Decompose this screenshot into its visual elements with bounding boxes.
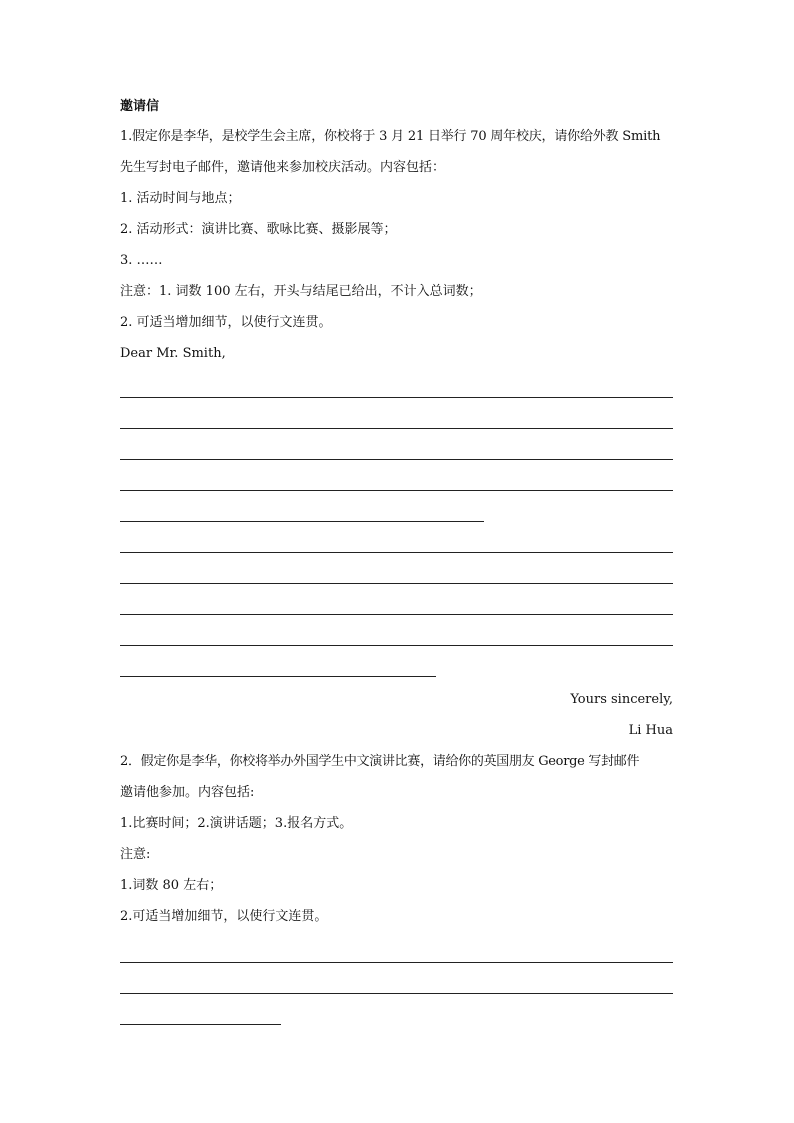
writing-line[interactable] <box>120 398 673 429</box>
writing-line[interactable] <box>120 584 673 615</box>
writing-line[interactable] <box>120 491 484 522</box>
task1-writing-area[interactable] <box>120 367 673 677</box>
task1-note-1: 注意：1. 词数 100 左右，开头与结尾已给出，不计入总词数； <box>120 284 482 299</box>
task1-point-2: 2. 活动形式：演讲比赛、歌咏比赛、摄影展等； <box>120 222 397 237</box>
task1-point-3: 3. …… <box>120 253 163 268</box>
worksheet <box>120 96 673 1025</box>
writing-line[interactable] <box>120 646 436 677</box>
task1-prompt-line1: 1.假定你是李华，是校学生会主席，你校将于 3 月 21 日举行 70 周年校庆，请你给外教 Smith <box>120 129 661 144</box>
task2-prompt-line1: 2．假定你是李华，你校将举办外国学生中文演讲比赛，请给你的英国朋友 George 写封邮件 <box>120 754 640 769</box>
writing-line[interactable] <box>120 522 673 553</box>
writing-line[interactable] <box>120 963 673 994</box>
signature: Li Hua <box>628 723 673 738</box>
task2-note-label: 注意: <box>120 847 151 862</box>
writing-line[interactable] <box>120 553 673 584</box>
task2-note-2: 2.可适当增加细节，以使行文连贯。 <box>120 909 328 924</box>
writing-line[interactable] <box>120 367 673 398</box>
heading: 邀请信 <box>120 99 160 114</box>
task2-prompt-line2: 邀请他参加。内容包括: <box>120 785 255 800</box>
writing-line[interactable] <box>120 994 281 1025</box>
writing-line[interactable] <box>120 615 673 646</box>
closing: Yours sincerely, <box>570 692 673 707</box>
task2-contents: 1.比赛时间；2.演讲话题；3.报名方式。 <box>120 816 353 831</box>
writing-line[interactable] <box>120 460 673 491</box>
task1-note-2: 2. 可适当增加细节，以使行文连贯。 <box>120 315 332 330</box>
salutation: Dear Mr. Smith, <box>120 346 226 361</box>
task2-writing-area[interactable] <box>120 932 673 1025</box>
task2-note-1: 1.词数 80 左右； <box>120 878 223 893</box>
writing-line[interactable] <box>120 932 673 963</box>
task1-prompt-line2: 先生写封电子邮件，邀请他来参加校庆活动。内容包括： <box>120 160 446 175</box>
writing-line[interactable] <box>120 429 673 460</box>
task1-point-1: 1. 活动时间与地点； <box>120 191 241 206</box>
